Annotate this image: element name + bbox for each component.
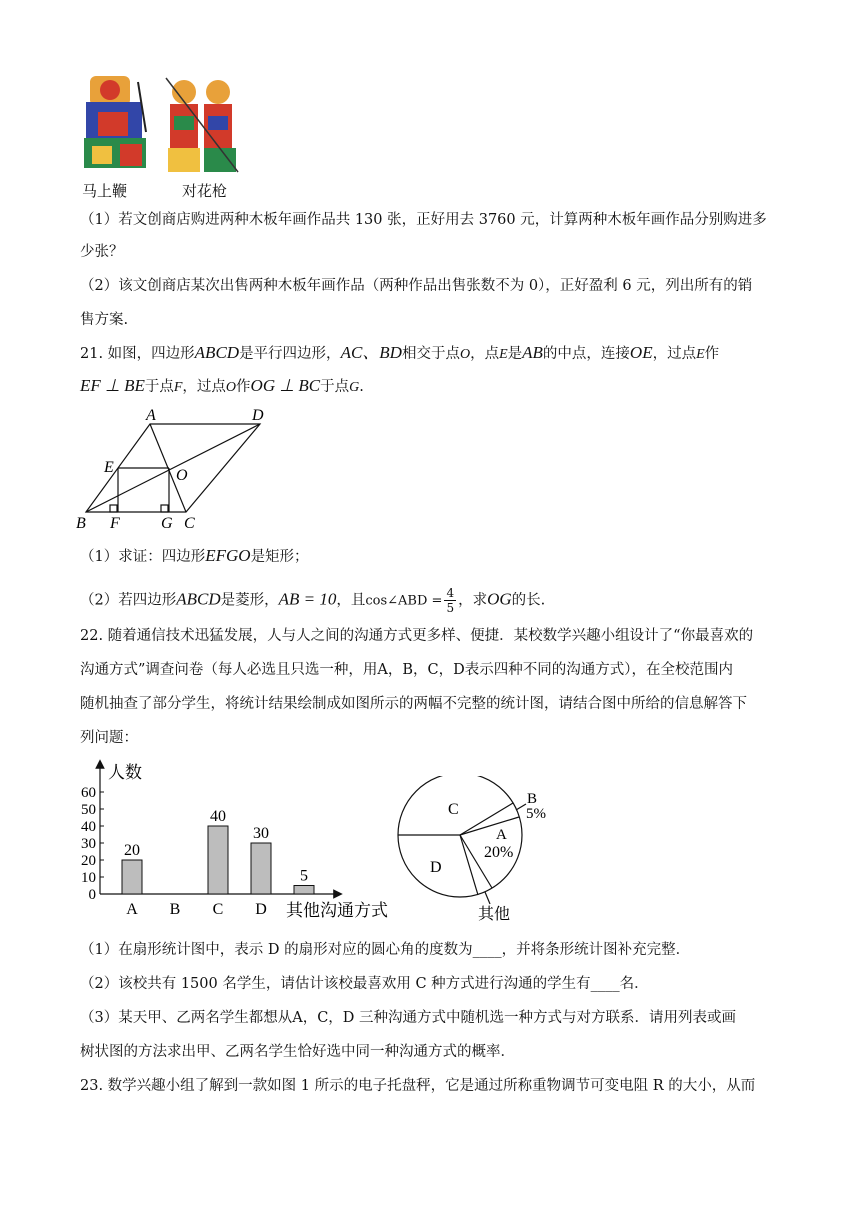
label-E: E [104, 459, 114, 476]
label-F: F [110, 515, 120, 532]
pie-label-B: B [527, 791, 538, 807]
pie-leader-other [485, 892, 490, 904]
bar-C [208, 826, 228, 894]
q22-stem-line2: 沟通方式”调查问卷（每人必选且只选一种，用A，B，C，D表示四种不同的沟通方式），在全校范围内 [80, 662, 734, 678]
pie-divider-other-d [460, 835, 478, 895]
x-category-label: D [255, 901, 267, 918]
pie-label-C: C [448, 801, 459, 818]
q22-part2: （2）该校共有 1500 名学生，请估计该校最喜欢用 C 种方式进行沟通的学生有____名． [80, 976, 649, 992]
q21-part1: （1）求证：四边形EFGO是矩形； [80, 546, 309, 565]
pie-label-D: D [430, 859, 442, 876]
bar-chart-x-label: 其他沟通方式 [286, 901, 388, 920]
x-category-label: B [169, 901, 181, 918]
x-category-label: A [126, 901, 138, 918]
pie-value-A: 20% [484, 844, 514, 861]
q21-stem-line2: EF ⊥ BE于点F，过点O作OG ⊥ BC于点G. [80, 376, 364, 395]
label-C: C [184, 515, 195, 532]
q22-stem-line4: 列问题： [80, 730, 138, 746]
x-category-label: C [212, 901, 224, 918]
fraction-four-fifths: $\frac{4}{5}$ [446, 586, 455, 615]
label-G: G [161, 515, 173, 532]
pie-divider-a-other [460, 835, 492, 888]
pie-divider-b-a [460, 817, 519, 835]
q20-part2-line1: （2）该文创商店某次出售两种木板年画作品（两种作品出售张数不为 0），正好盈利 6 元，列出所有的销 [80, 278, 753, 294]
pie-label-other: 其他 [478, 906, 511, 923]
label-B: B [76, 515, 86, 532]
q21-part2: （2）若四边形ABCD是菱形，AB = 10，且cos∠ABD = $\frac{4}{5}$ ，求OG的长. [80, 586, 546, 615]
bar-value-label: 40 [210, 808, 226, 825]
bar-chart-y-label: 人数 [108, 763, 142, 782]
label-O: O [176, 467, 188, 484]
label-A: A [146, 407, 156, 424]
q22-stem-line1: 22. 随着通信技术迅猛发展，人与人之间的沟通方式更多样、便捷．某校数学兴趣小组设计了“你最喜欢的 [80, 628, 754, 644]
bar-D [251, 843, 271, 894]
y-tick-label: 60 [81, 785, 96, 801]
q20-part1-line1: （1）若文创商店购进两种木板年画作品共 130 张，正好用去 3760 元，计算两种木板年画作品分别购进多 [80, 212, 767, 228]
y-tick-label: 40 [81, 819, 96, 835]
woodblock-print-left-image [80, 72, 152, 178]
q23-stem-line1: 23. 数学兴趣小组了解到一款如图 1 所示的电子托盘秤，它是通过所称重物调节可变电阻 R 的大小，从而 [80, 1078, 756, 1094]
y-tick-label: 0 [88, 887, 96, 903]
pie-value-B: 5% [526, 806, 546, 822]
pie-leader-b [516, 804, 526, 810]
right-image-caption: 对花枪 [182, 182, 228, 200]
q20-part1-line2: 少张？ [80, 244, 124, 260]
label-D: D [252, 407, 264, 424]
q22-part3-line1: （3）某天甲、乙两名学生都想从A，C，D 三种沟通方式中随机选一种方式与对方联系．请用列表或画 [80, 1010, 737, 1026]
bar-A [122, 860, 142, 894]
pie-label-A: A [496, 827, 507, 843]
q22-part3-line2: 树状图的方法求出甲、乙两名学生恰好选中同一种沟通方式的概率． [80, 1044, 515, 1060]
q22-stem-line3: 随机抽查了部分学生，将统计结果绘制成如图所示的两幅不完整的统计图，请结合图中所给的信息解答下 [80, 696, 747, 712]
bar-value-label: 20 [124, 842, 140, 859]
q20-part2-line2: 售方案. [80, 312, 129, 328]
parallelogram-figure [74, 404, 274, 534]
y-tick-label: 30 [81, 836, 96, 852]
y-tick-label: 10 [81, 870, 96, 886]
woodblock-print-right-image [162, 72, 242, 178]
pie-chart [390, 776, 580, 926]
bar-其他 [294, 886, 314, 895]
q21-stem-line1: 21. 如图，四边形ABCD是平行四边形，AC、BD相交于点O，点E是AB的中点，连接OE，过点E作 [80, 343, 720, 362]
left-image-caption: 马上鞭 [82, 182, 128, 200]
y-tick-label: 20 [81, 853, 96, 869]
bar-chart [70, 758, 400, 924]
q22-part1: （1）在扇形统计图中，表示 D 的扇形对应的圆心角的度数为____，并将条形统计图补充完整． [80, 942, 691, 958]
bar-value-label: 5 [300, 867, 308, 885]
bar-value-label: 30 [253, 825, 269, 842]
y-tick-label: 50 [81, 802, 96, 818]
